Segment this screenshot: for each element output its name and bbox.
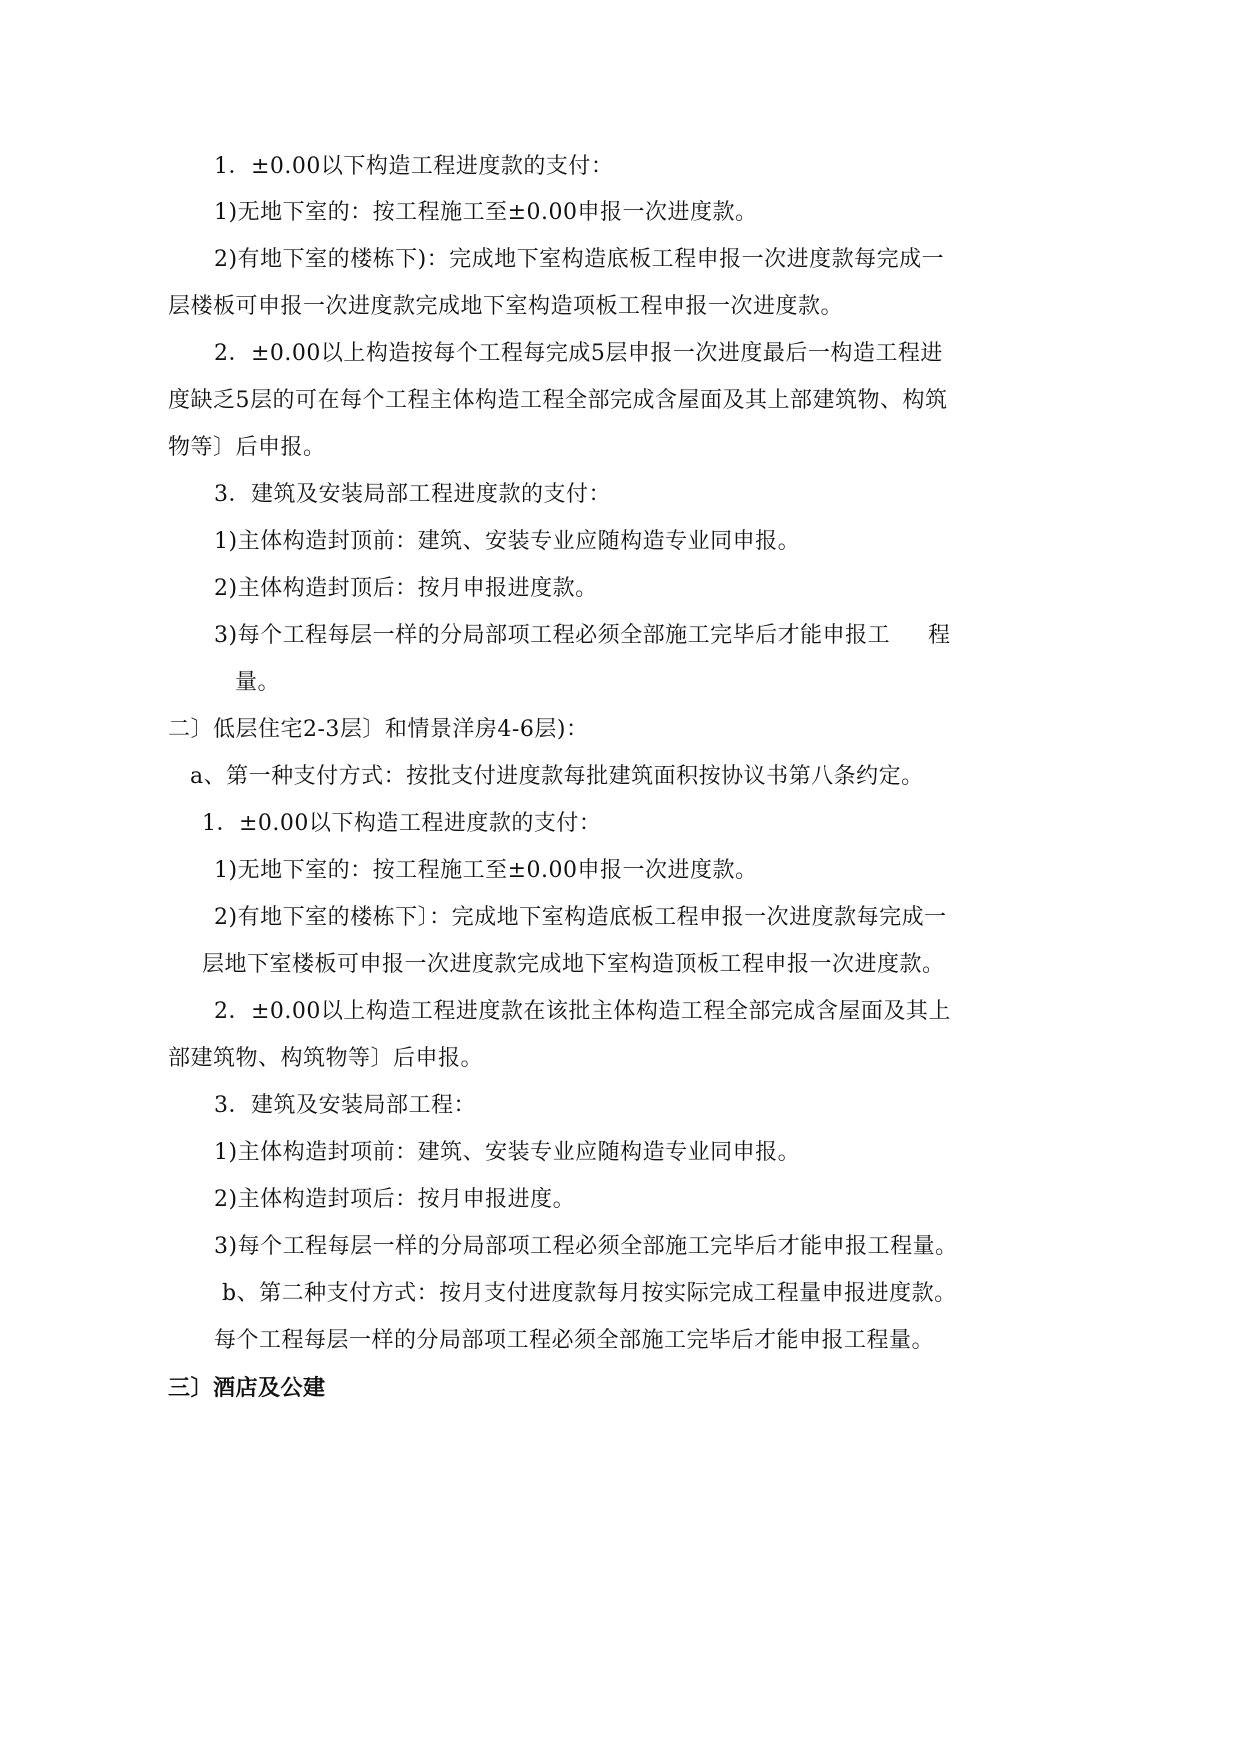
text-line: 2)主体构造封项后：按月申报进度。 [214, 1187, 576, 1212]
text-line: 1)主体构造封顶前：建筑、安装专业应随构造专业同申报。 [214, 529, 801, 554]
text-line: 层楼板可申报一次进度款完成地下室构造项板工程申报一次进度款。 [168, 294, 844, 319]
text-line: 3．建筑及安装局部工程进度款的支付： [214, 482, 611, 507]
text-line: 3)每个工程每层一样的分局部项工程必须全部施工完毕后才能申报工 [214, 623, 891, 648]
text-line: 3)每个工程每层一样的分局部项工程必须全部施工完毕后才能申报工程量。 [214, 1234, 958, 1259]
text-line: 2．±0.00以上构造工程进度款在该批主体构造工程全部完成含屋面及其上 [214, 999, 951, 1024]
text-line: 3．建筑及安装局部工程： [214, 1093, 476, 1118]
text-line: 部建筑物、构筑物等〕后申报。 [168, 1046, 484, 1071]
text-line: 1)无地下室的：按工程施工至±0.00申报一次进度款。 [214, 858, 758, 883]
text-line: 2)有地下室的楼栋下〕：完成地下室构造底板工程申报一次进度款每完成一 [214, 905, 947, 930]
text-line: 2)主体构造封顶后：按月申报进度款。 [214, 576, 598, 601]
text-line: 2)有地下室的楼栋下)：完成地下室构造底板工程申报一次进度款每完成一 [214, 247, 945, 272]
text-line: b、第二种支付方式：按月支付进度款每月按实际完成工程量申报进度款。 [222, 1281, 957, 1306]
text-line: 1)无地下室的：按工程施工至±0.00申报一次进度款。 [214, 200, 758, 225]
text-line: 1)主体构造封项前：建筑、安装专业应随构造专业同申报。 [214, 1140, 801, 1165]
text-line: a、第一种支付方式：按批支付进度款每批建筑面积按协议书第八条约定。 [190, 764, 924, 789]
section-heading: 三〕酒店及公建 [168, 1375, 326, 1401]
section-heading: 二〕低层住宅2-3层〕和情景洋房4-6层)： [168, 717, 589, 742]
text-line: 1．±0.00以下构造工程进度款的支付： [214, 154, 614, 179]
text-line: 1．±0.00以下构造工程进度款的支付： [202, 811, 602, 836]
text-line: 程 [928, 623, 951, 648]
text-line: 量。 [235, 670, 281, 695]
text-line: 2．±0.00以上构造按每个工程每完成5层申报一次进度最后一构造工程进 [214, 341, 943, 366]
text-line: 每个工程每层一样的分局部项工程必须全部施工完毕后才能申报工程量。 [214, 1328, 935, 1353]
text-line: 度缺乏5层的可在每个工程主体构造工程全部完成含屋面及其上部建筑物、构筑 [168, 388, 948, 413]
text-line: 物等〕后申报。 [168, 435, 326, 460]
text-line: 层地下室楼板可申报一次进度款完成地下室构造顶板工程申报一次进度款。 [202, 952, 945, 977]
